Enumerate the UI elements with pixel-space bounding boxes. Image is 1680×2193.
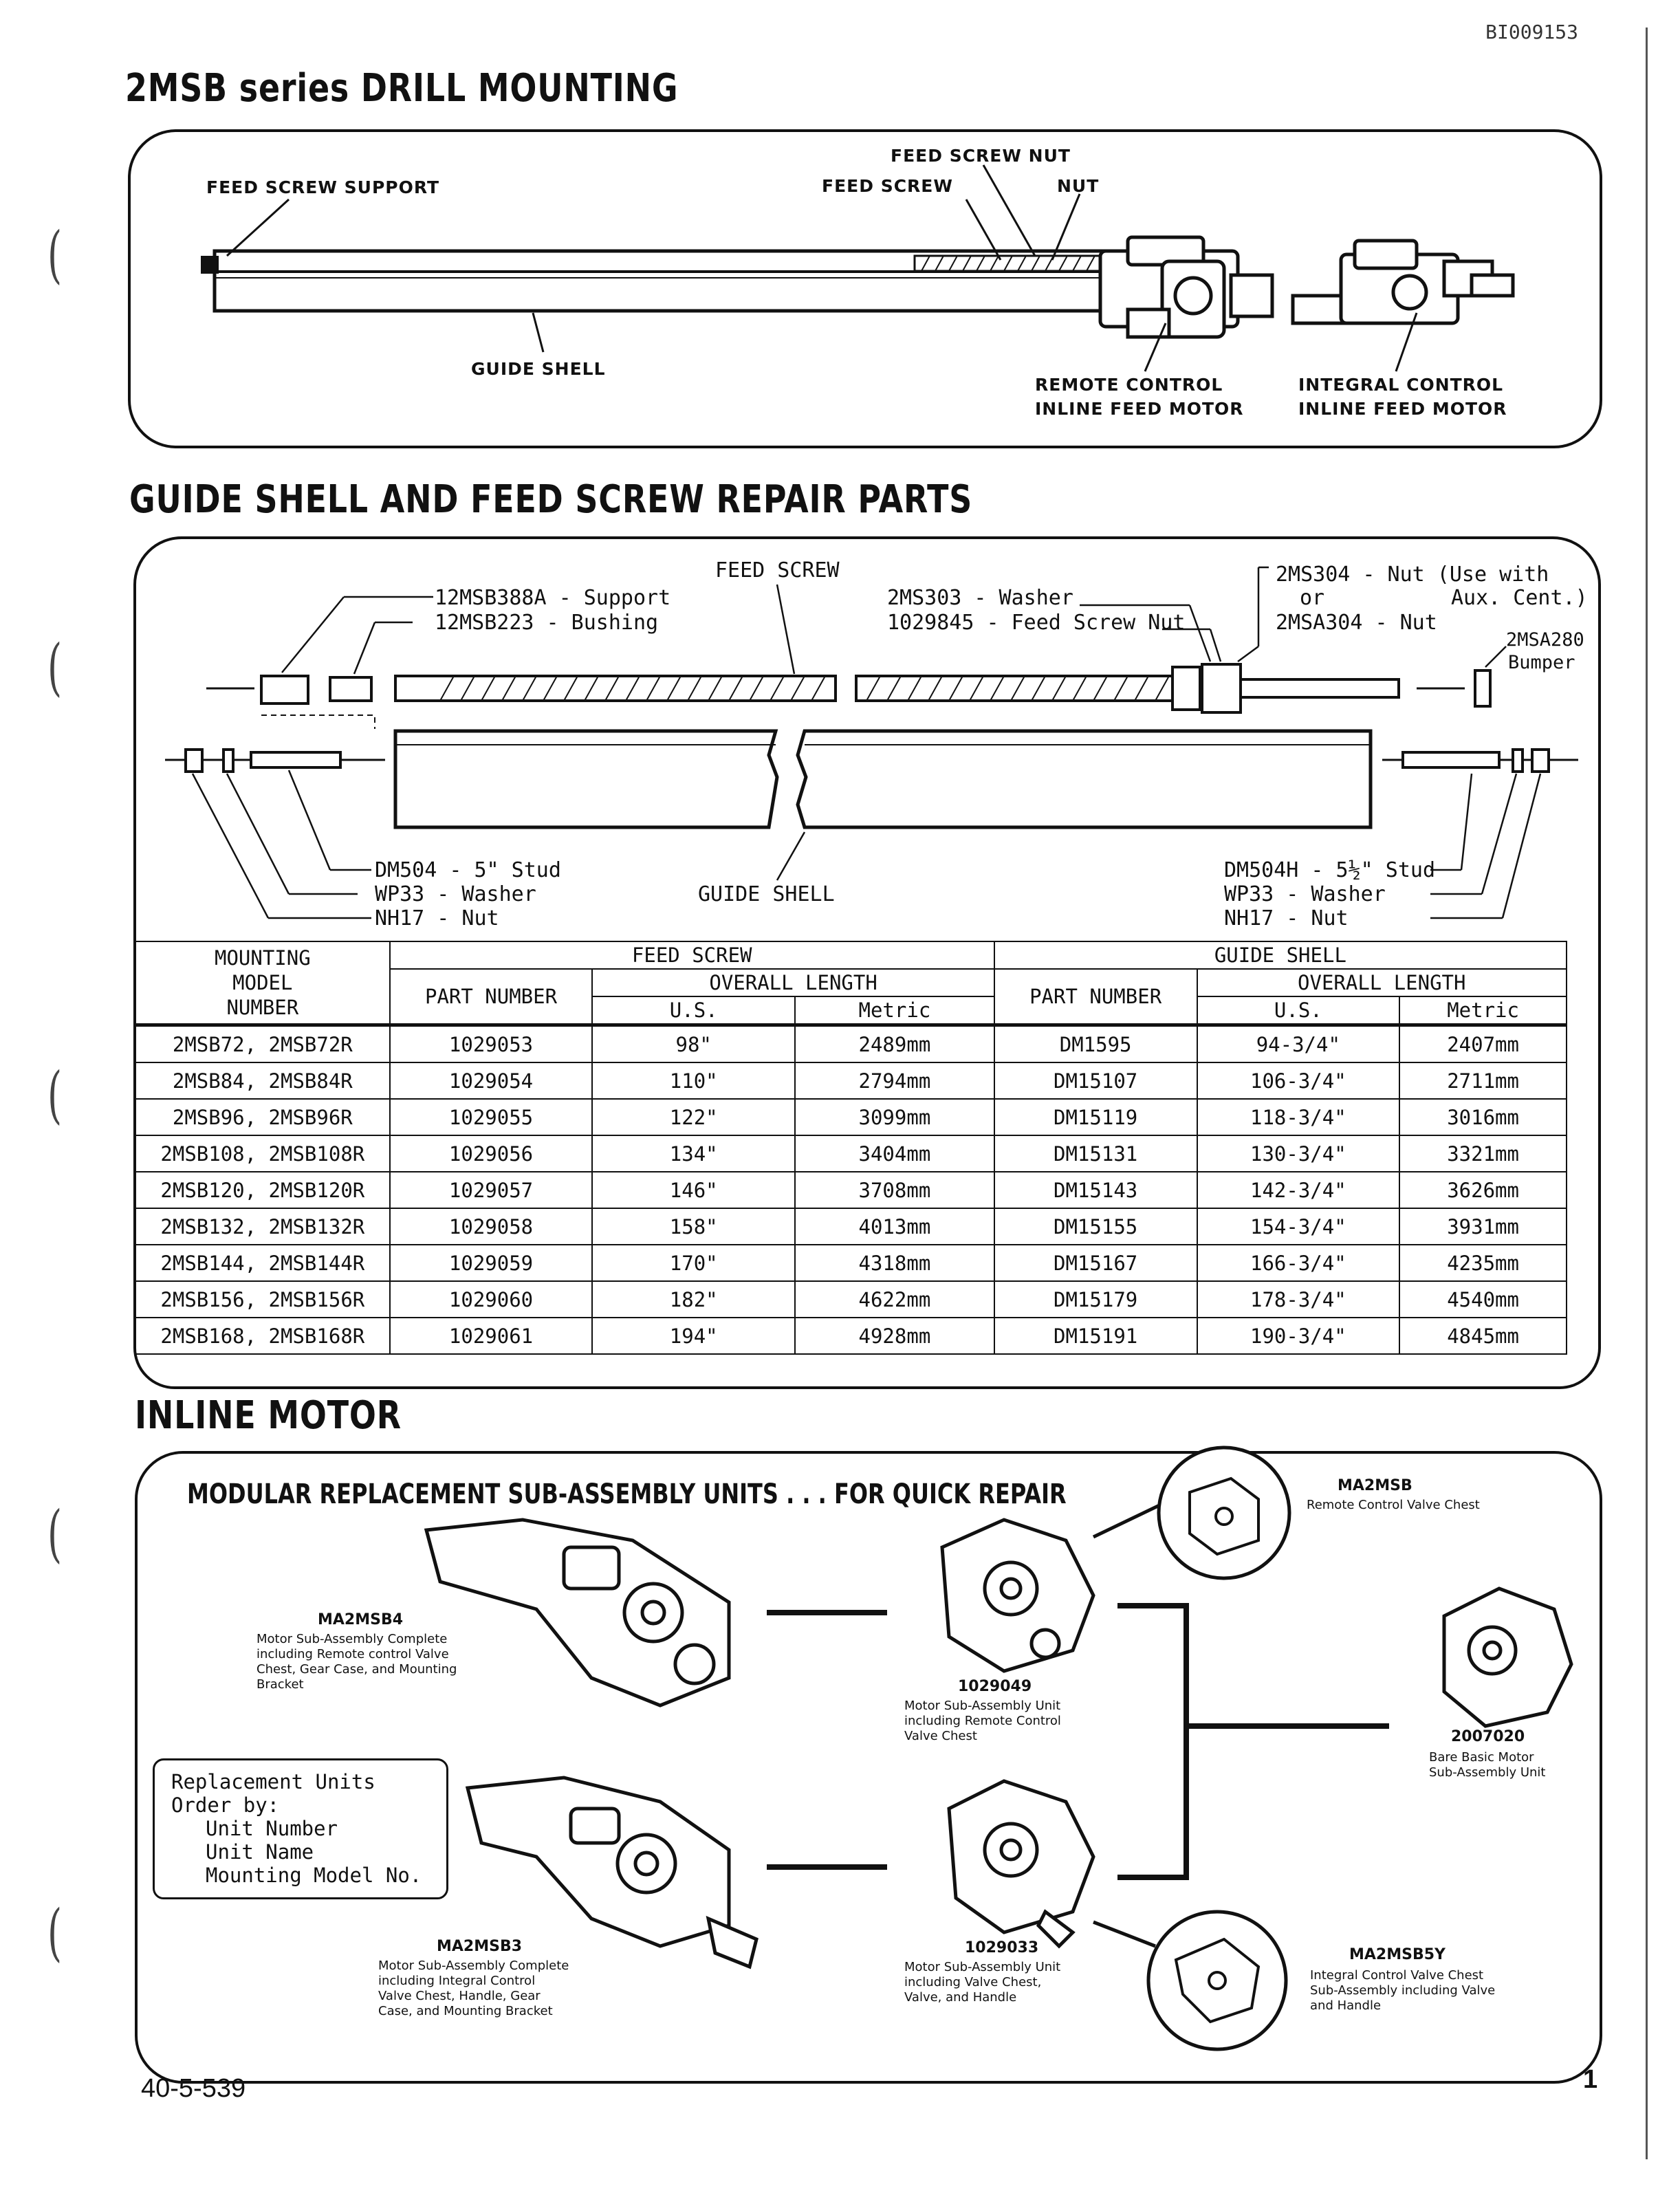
cell-gs-metric: 2407mm	[1399, 1025, 1567, 1063]
label-feed-screw-nut-part: 1029845 - Feed Screw Nut	[887, 611, 1186, 635]
order-line-5: Mounting Model No.	[206, 1864, 422, 1887]
binder-hole-mark: (	[47, 1498, 63, 1570]
cell-fs-us: 122"	[592, 1099, 795, 1135]
unit-id-1029049: 1029049	[958, 1678, 1032, 1695]
cell-fs-metric: 2794mm	[795, 1062, 994, 1099]
cell-fs-us: 146"	[592, 1172, 795, 1208]
cell-gs-metric: 3931mm	[1399, 1208, 1567, 1245]
order-by-box	[153, 1758, 448, 1899]
motor-unit-1029049	[942, 1520, 1093, 1671]
label-guide-shell-part: GUIDE SHELL	[698, 882, 835, 906]
label-integral-control-2: INLINE FEED MOTOR	[1298, 399, 1507, 419]
label-remote-control-1: REMOTE CONTROL	[1035, 375, 1223, 395]
cell-fs-part: 1029061	[390, 1318, 593, 1354]
cell-fs-part: 1029057	[390, 1172, 593, 1208]
cell-gs-us: 106-3/4"	[1197, 1062, 1400, 1099]
valve-chest-ma2msb	[1190, 1479, 1258, 1554]
label-washer-top: 2MS303 - Washer	[887, 586, 1073, 610]
binder-hole-mark: (	[47, 1897, 63, 1969]
label-washer-right: WP33 - Washer	[1224, 882, 1386, 906]
cell-fs-us: 110"	[592, 1062, 795, 1099]
unit-id-ma2msb3: MA2MSB3	[437, 1938, 523, 1955]
cell-gs-metric: 2711mm	[1399, 1062, 1567, 1099]
header-guide-shell: GUIDE SHELL	[994, 941, 1567, 969]
label-nut-left: NH17 - Nut	[375, 906, 499, 930]
cell-fs-part: 1029055	[390, 1099, 593, 1135]
header-gs-metric: Metric	[1399, 996, 1567, 1025]
header-gs-part-number: PART NUMBER	[994, 969, 1197, 1025]
cell-fs-metric: 4622mm	[795, 1281, 994, 1318]
label-stud-right: DM504H - 5½" Stud	[1224, 858, 1436, 882]
label-feed-screw-top: FEED SCREW	[715, 558, 840, 582]
cell-fs-part: 1029058	[390, 1208, 593, 1245]
cell-gs-part: DM15143	[994, 1172, 1197, 1208]
unit-id-2007020: 2007020	[1451, 1728, 1525, 1745]
cell-fs-metric: 3708mm	[795, 1172, 994, 1208]
unit-id-ma2msb4: MA2MSB4	[318, 1611, 404, 1628]
label-aux-cent: Aux. Cent.)	[1451, 586, 1588, 610]
cell-gs-metric: 3016mm	[1399, 1099, 1567, 1135]
page-number: 1	[1583, 2065, 1598, 2094]
label-feed-screw-support: FEED SCREW SUPPORT	[206, 177, 440, 197]
cell-fs-us: 194"	[592, 1318, 795, 1354]
cell-gs-part: DM15107	[994, 1062, 1197, 1099]
cell-gs-part: DM15179	[994, 1281, 1197, 1318]
cell-model: 2MSB132, 2MSB132R	[135, 1208, 390, 1245]
document-id: BI009153	[1485, 21, 1578, 43]
cell-gs-part: DM15131	[994, 1135, 1197, 1172]
label-integral-control-1: INTEGRAL CONTROL	[1298, 375, 1504, 395]
cell-fs-us: 98"	[592, 1025, 795, 1063]
unit-id-1029033: 1029033	[965, 1939, 1039, 1956]
label-bushing: 12MSB223 - Bushing	[435, 611, 659, 635]
section-title-drill-mounting: 2MSB series DRILL MOUNTING	[125, 66, 679, 111]
cell-model: 2MSB168, 2MSB168R	[135, 1318, 390, 1354]
cell-fs-us: 134"	[592, 1135, 795, 1172]
section-title-repair-parts: GUIDE SHELL AND FEED SCREW REPAIR PARTS	[129, 477, 973, 522]
cell-gs-us: 166-3/4"	[1197, 1245, 1400, 1281]
cell-fs-metric: 4928mm	[795, 1318, 994, 1354]
order-line-1: Replacement Units	[171, 1770, 375, 1793]
order-line-4: Unit Name	[206, 1840, 314, 1864]
cell-model: 2MSB72, 2MSB72R	[135, 1025, 390, 1063]
cell-gs-us: 178-3/4"	[1197, 1281, 1400, 1318]
label-feed-screw: FEED SCREW	[822, 176, 953, 196]
cell-gs-metric: 4845mm	[1399, 1318, 1567, 1354]
cell-gs-part: DM15155	[994, 1208, 1197, 1245]
unit-desc-1029049: Motor Sub-Assembly Unit including Remote Control Valve Chest	[904, 1699, 1061, 1743]
section-title-inline-motor: INLINE MOTOR	[135, 1393, 402, 1438]
cell-gs-part: DM15167	[994, 1245, 1197, 1281]
order-line-3: Unit Number	[206, 1817, 338, 1840]
cell-model: 2MSB144, 2MSB144R	[135, 1245, 390, 1281]
cell-gs-us: 94-3/4"	[1197, 1025, 1400, 1063]
cell-gs-us: 142-3/4"	[1197, 1172, 1400, 1208]
header-mounting-model-number: MOUNTING MODEL NUMBER	[135, 941, 390, 1025]
cell-gs-us: 190-3/4"	[1197, 1318, 1400, 1354]
cell-fs-us: 182"	[592, 1281, 795, 1318]
cell-gs-metric: 3321mm	[1399, 1135, 1567, 1172]
cell-fs-metric: 3404mm	[795, 1135, 994, 1172]
cell-gs-part: DM15191	[994, 1318, 1197, 1354]
label-feed-screw-nut: FEED SCREW NUT	[891, 146, 1071, 166]
header-gs-us: U.S.	[1197, 996, 1400, 1025]
label-nut: NUT	[1057, 176, 1100, 196]
binder-hole-mark: (	[47, 219, 63, 291]
cell-model: 2MSB96, 2MSB96R	[135, 1099, 390, 1135]
header-feed-screw: FEED SCREW	[390, 941, 994, 969]
binder-hole-mark: (	[47, 631, 63, 703]
cell-model: 2MSB156, 2MSB156R	[135, 1281, 390, 1318]
header-fs-metric: Metric	[795, 996, 994, 1025]
label-stud-left: DM504 - 5" Stud	[375, 858, 561, 882]
label-washer-left: WP33 - Washer	[375, 882, 536, 906]
motor-assembly-ma2msb4	[426, 1520, 729, 1705]
header-fs-overall-length: OVERALL LENGTH	[592, 969, 994, 996]
cell-fs-metric: 4013mm	[795, 1208, 994, 1245]
cell-model: 2MSB120, 2MSB120R	[135, 1172, 390, 1208]
cell-fs-us: 158"	[592, 1208, 795, 1245]
cell-fs-part: 1029056	[390, 1135, 593, 1172]
label-bumper-part-number: 2MSA280	[1506, 629, 1584, 651]
label-nut-line1: 2MS304 - Nut (Use with	[1276, 563, 1549, 587]
unit-desc-2007020: Bare Basic Motor Sub-Assembly Unit	[1429, 1750, 1546, 1780]
label-support: 12MSB388A - Support	[435, 586, 671, 610]
motor-unit-1029033	[949, 1781, 1093, 1946]
cell-fs-metric: 3099mm	[795, 1099, 994, 1135]
cell-gs-metric: 4540mm	[1399, 1281, 1567, 1318]
label-nut-or: or	[1300, 586, 1325, 610]
cell-fs-part: 1029053	[390, 1025, 593, 1063]
cell-fs-metric: 4318mm	[795, 1245, 994, 1281]
header-fs-us: U.S.	[592, 996, 795, 1025]
label-guide-shell: GUIDE SHELL	[471, 359, 606, 379]
cell-model: 2MSB108, 2MSB108R	[135, 1135, 390, 1172]
unit-desc-1029033: Motor Sub-Assembly Unit including Valve Chest, Valve, and Handle	[904, 1960, 1061, 2005]
binder-hole-mark: (	[47, 1059, 63, 1131]
header-gs-overall-length: OVERALL LENGTH	[1197, 969, 1567, 996]
cell-fs-part: 1029059	[390, 1245, 593, 1281]
document-number: 40-5-539	[141, 2074, 246, 2103]
label-remote-control-2: INLINE FEED MOTOR	[1035, 399, 1244, 419]
cell-gs-metric: 3626mm	[1399, 1172, 1567, 1208]
motor-unit-2007020	[1444, 1589, 1571, 1726]
cell-fs-part: 1029060	[390, 1281, 593, 1318]
unit-desc-ma2msb: Remote Control Valve Chest	[1307, 1498, 1480, 1512]
cell-gs-us: 130-3/4"	[1197, 1135, 1400, 1172]
cell-gs-part: DM1595	[994, 1025, 1197, 1063]
cell-gs-us: 118-3/4"	[1197, 1099, 1400, 1135]
order-line-2: Order by:	[171, 1793, 280, 1817]
header-fs-part-number: PART NUMBER	[390, 969, 593, 1025]
cell-model: 2MSB84, 2MSB84R	[135, 1062, 390, 1099]
banner-modular-units: MODULAR REPLACEMENT SUB-ASSEMBLY UNITS . . . FOR QUICK REPAIR	[187, 1479, 1067, 1510]
cell-fs-part: 1029054	[390, 1062, 593, 1099]
unit-desc-ma2msb3: Motor Sub-Assembly Complete including Integral Control Valve Chest, Handle, Gear Case, and Mounting Bracket	[378, 1959, 569, 2018]
unit-desc-ma2msb4: Motor Sub-Assembly Complete including Remote control Valve Chest, Gear Case, and Mounting Bracket	[257, 1632, 457, 1692]
cell-gs-part: DM15119	[994, 1099, 1197, 1135]
cell-fs-metric: 2489mm	[795, 1025, 994, 1063]
label-bumper: Bumper	[1508, 652, 1575, 673]
unit-id-ma2msb5y: MA2MSB5Y	[1349, 1946, 1446, 1963]
label-nut-right: NH17 - Nut	[1224, 906, 1349, 930]
label-nut-line3: 2MSA304 - Nut	[1276, 611, 1437, 635]
cell-fs-us: 170"	[592, 1245, 795, 1281]
unit-id-ma2msb: MA2MSB	[1338, 1477, 1412, 1494]
cell-gs-us: 154-3/4"	[1197, 1208, 1400, 1245]
unit-desc-ma2msb5y: Integral Control Valve Chest Sub-Assembly including Valve and Handle	[1310, 1968, 1496, 2013]
cell-gs-metric: 4235mm	[1399, 1245, 1567, 1281]
